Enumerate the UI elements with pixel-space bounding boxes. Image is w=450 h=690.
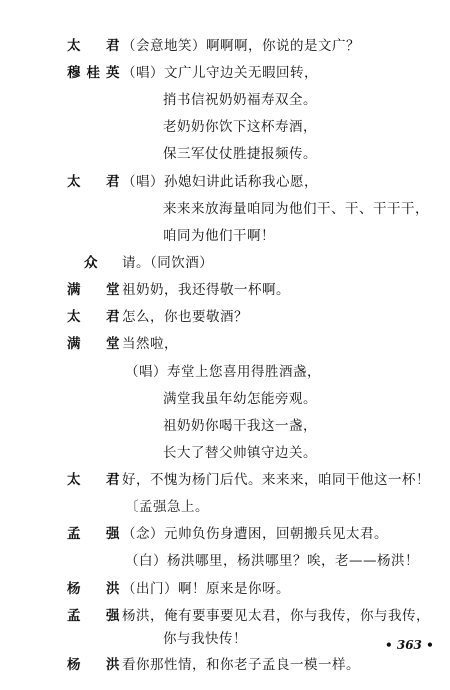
line-text: 保三军仗仗胜捷报频传。 xyxy=(163,146,317,162)
line-text: 来来来放海量咱同为他们干、干、干干干， xyxy=(163,201,429,217)
line-text: 祖奶奶你喝干我这一盏， xyxy=(163,418,317,434)
line-text: （出门）啊！原来是你呀。 xyxy=(122,581,290,597)
speaker-name: 杨 洪 xyxy=(67,581,126,597)
speaker-name: 穆桂英 xyxy=(67,65,126,81)
speaker-name: 太 君 xyxy=(67,38,126,54)
line-text: （唱）文广儿守边关无暇回转， xyxy=(122,65,318,81)
line-text: 满堂我虽年幼怎能旁观。 xyxy=(163,391,317,407)
line-text: （会意地笑）啊啊啊，你说的是文广？ xyxy=(122,38,360,54)
line-text: 看你那性情，和你老子孟良一模一样。 xyxy=(122,657,360,673)
line-text: （唱）孙媳妇讲此话称我心愿， xyxy=(122,174,318,190)
speaker-name: 杨 洪 xyxy=(67,657,126,673)
speaker-name: 满 堂 xyxy=(67,336,126,352)
line-text: （念）元帅负伤身遭困，回朝搬兵见太君。 xyxy=(122,526,388,542)
speaker-name: 太 君 xyxy=(67,174,126,190)
line-text: 好，不愧为杨门后代。来来来，咱同干他这一杯！ xyxy=(122,472,430,488)
line-text: （唱）寿堂上您喜用得胜酒盏， xyxy=(125,364,321,380)
speaker-name: 太 君 xyxy=(67,472,126,488)
line-text: 〔孟强急上。 xyxy=(125,499,209,515)
line-text: 杨洪，俺有要事要见太君，你与我传，你与我传， xyxy=(122,608,430,624)
line-text: 咱同为他们干啊！ xyxy=(163,228,275,244)
speaker-name: 众 xyxy=(84,255,104,271)
speaker-name: 孟 强 xyxy=(67,608,126,624)
speaker-name: 满 堂 xyxy=(67,282,126,298)
line-text: 你与我快传！ xyxy=(163,631,247,647)
line-text: 祖奶奶，我还得敬一杯啊。 xyxy=(122,282,290,298)
line-text: 捎书信祝奶奶福寿双全。 xyxy=(163,92,317,108)
line-text: 当然啦， xyxy=(122,336,178,352)
speaker-name: 太 君 xyxy=(67,309,126,325)
line-text: 长大了替父帅镇守边关。 xyxy=(163,445,317,461)
page-number: • 363 • xyxy=(385,638,434,652)
line-text: 怎么，你也要敬酒？ xyxy=(122,309,248,325)
line-text: 老奶奶你饮下这杯寿酒， xyxy=(163,119,317,135)
speaker-name: 孟 强 xyxy=(67,526,126,542)
line-text: （白）杨洪哪里，杨洪哪里？唉，老——杨洪！ xyxy=(125,553,419,569)
line-text: 请。（同饮酒） xyxy=(122,255,214,271)
